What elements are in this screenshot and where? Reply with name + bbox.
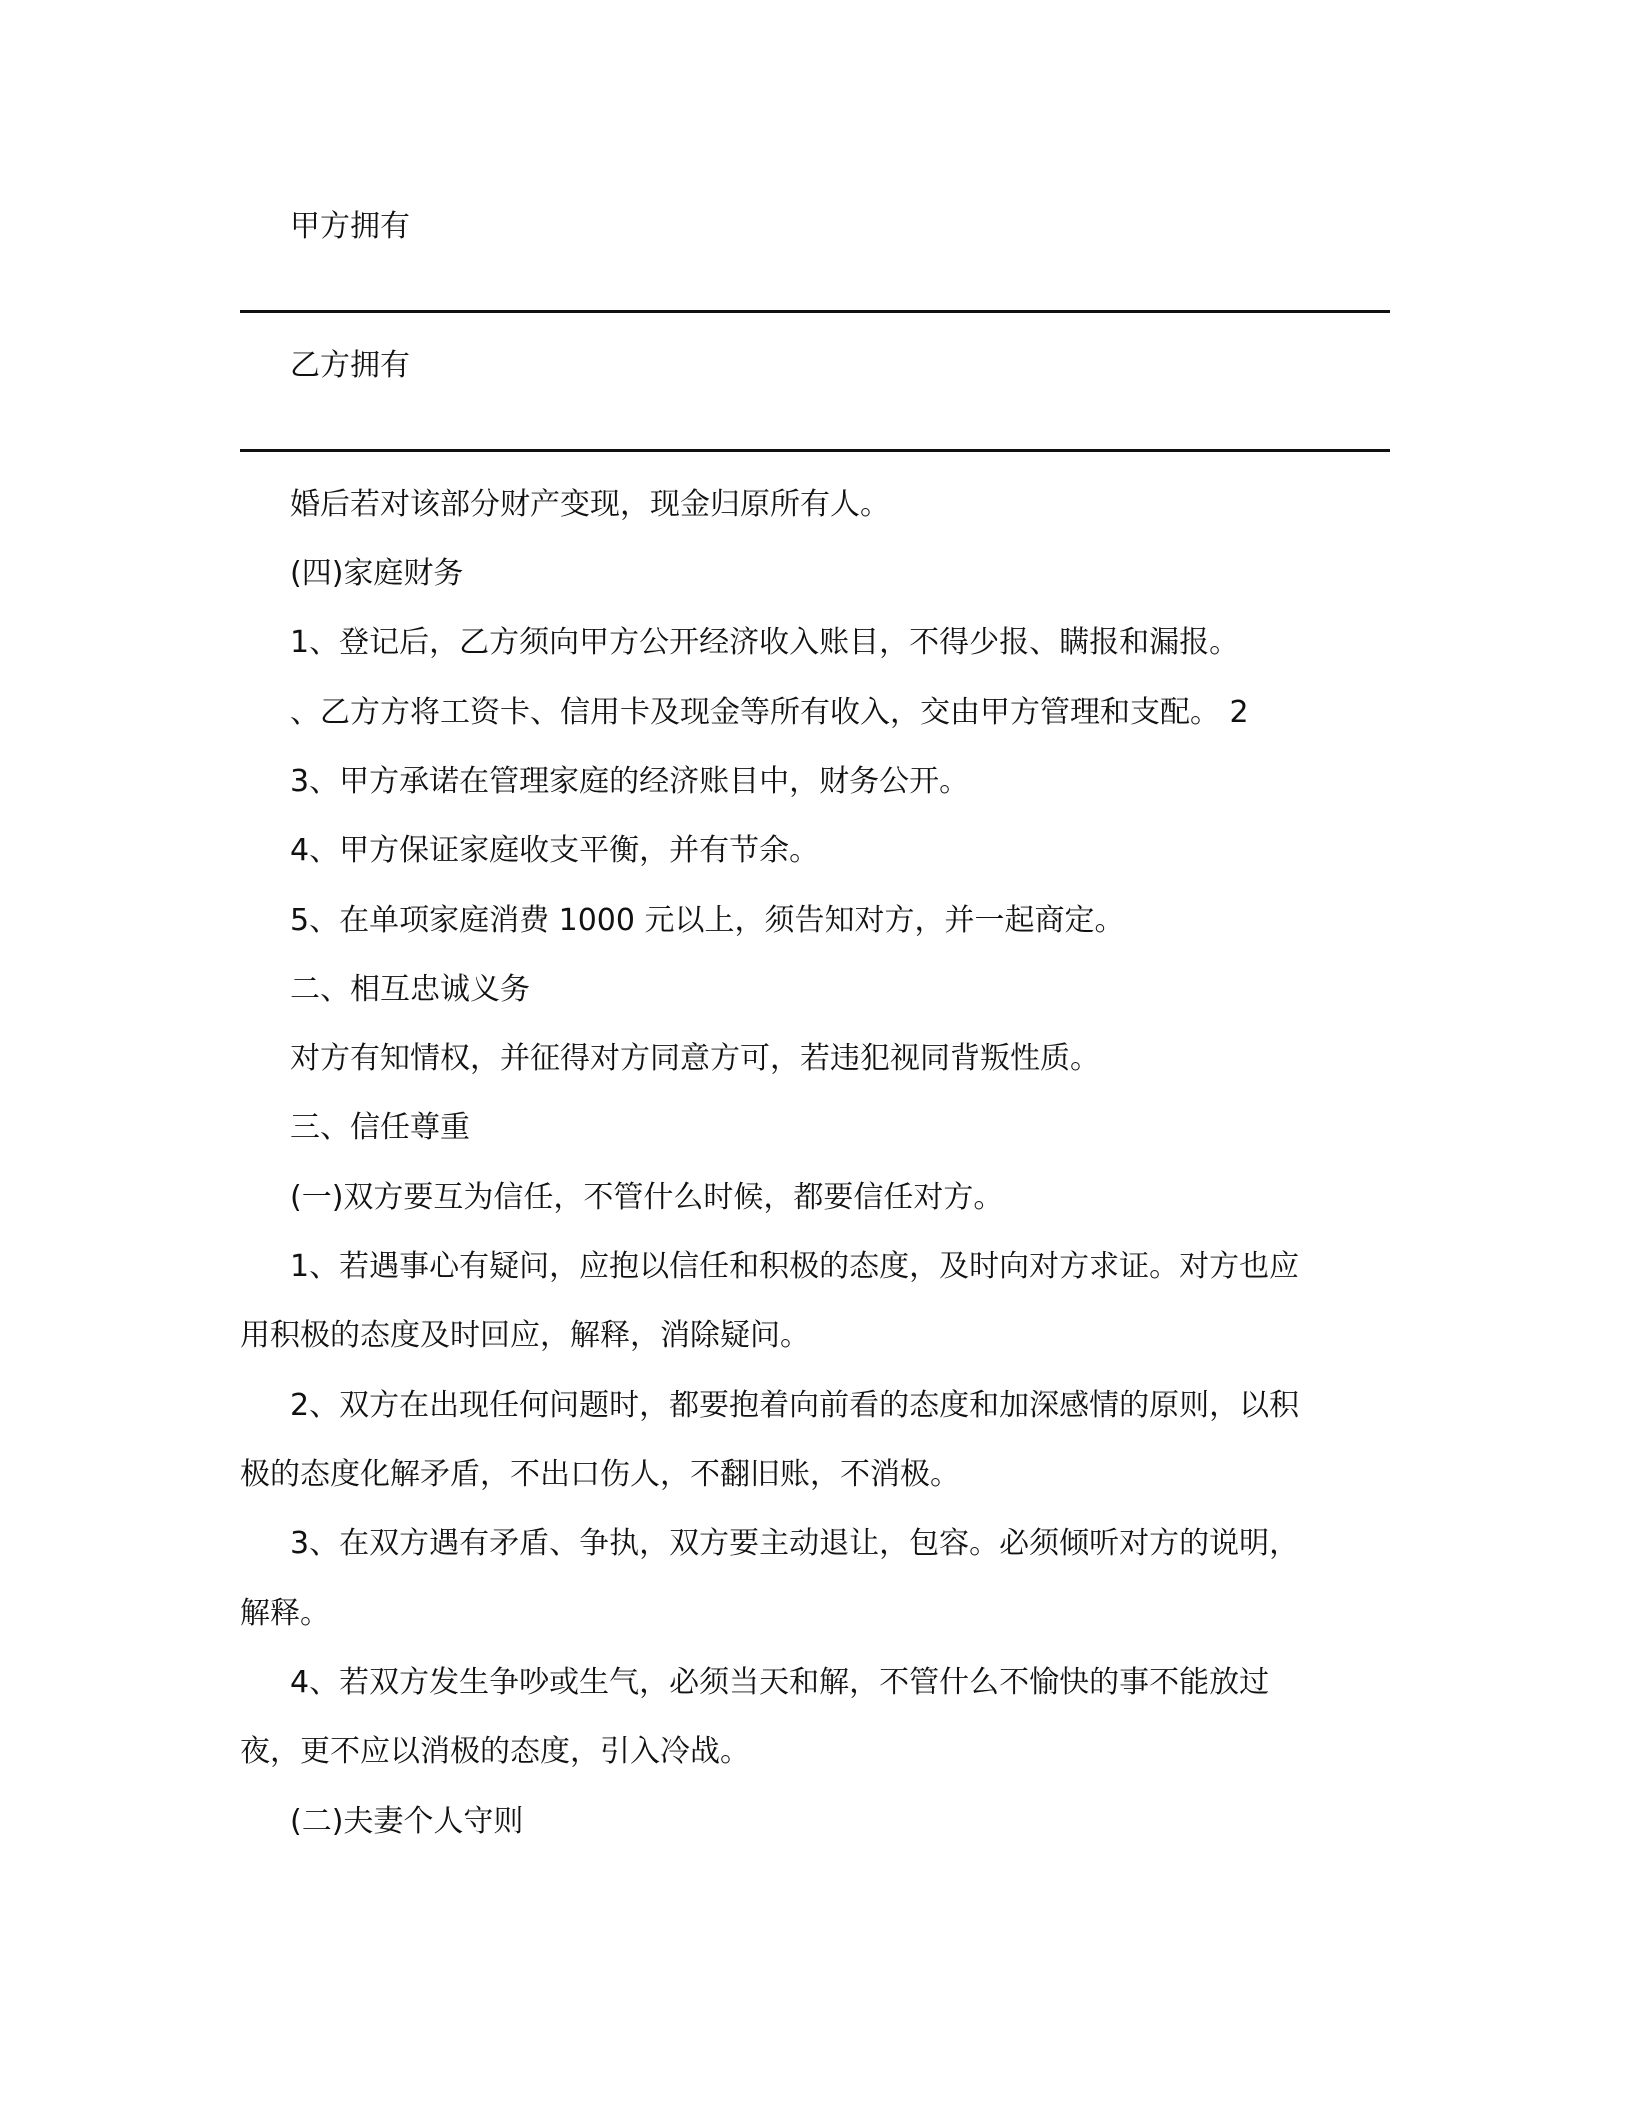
section-heading: 三、信任尊重	[290, 1110, 470, 1145]
paragraph: 、乙方方将工资卡、信用卡及现金等所有收入，交由甲方管理和支配。 2	[290, 695, 1249, 730]
paragraph: 1、若遇事心有疑问，应抱以信任和积极的态度，及时向对方求证。对方也应	[290, 1249, 1300, 1284]
blank-fill-line	[240, 310, 1390, 313]
paragraph-continuation: 用积极的态度及时回应，解释，消除疑问。	[240, 1318, 810, 1353]
paragraph: 4、甲方保证家庭收支平衡，并有节余。	[290, 833, 820, 868]
paragraph-continuation: 极的态度化解矛盾，不出口伤人，不翻旧账，不消极。	[240, 1457, 960, 1492]
paragraph-continuation: 夜，更不应以消极的态度，引入冷战。	[240, 1734, 750, 1769]
blank-fill-line	[240, 449, 1390, 452]
paragraph-continuation: 解释。	[240, 1596, 330, 1631]
paragraph: 3、甲方承诺在管理家庭的经济账目中，财务公开。	[290, 764, 970, 799]
section-heading: (四)家庭财务	[290, 556, 464, 591]
paragraph: 对方有知情权，并征得对方同意方可，若违犯视同背叛性质。	[290, 1041, 1100, 1076]
party-a-owns-label: 甲方拥有	[290, 209, 410, 244]
section-heading: 二、相互忠诚义务	[290, 972, 530, 1007]
section-heading: (二)夫妻个人守则	[290, 1804, 524, 1839]
paragraph: 5、在单项家庭消费 1000 元以上，须告知对方，并一起商定。	[290, 903, 1125, 938]
paragraph: 4、若双方发生争吵或生气，必须当天和解，不管什么不愉快的事不能放过	[290, 1665, 1270, 1700]
paragraph: 婚后若对该部分财产变现，现金归原所有人。	[290, 487, 890, 522]
paragraph: 1、登记后，乙方须向甲方公开经济收入账目，不得少报、瞒报和漏报。	[290, 625, 1240, 660]
party-b-owns-label: 乙方拥有	[290, 348, 410, 383]
paragraph: 2、双方在出现任何问题时，都要抱着向前看的态度和加深感情的原则，以积	[290, 1388, 1300, 1423]
paragraph: (一)双方要互为信任，不管什么时候，都要信任对方。	[290, 1180, 1004, 1215]
paragraph: 3、在双方遇有矛盾、争执，双方要主动退让，包容。必须倾听对方的说明，	[290, 1526, 1300, 1561]
